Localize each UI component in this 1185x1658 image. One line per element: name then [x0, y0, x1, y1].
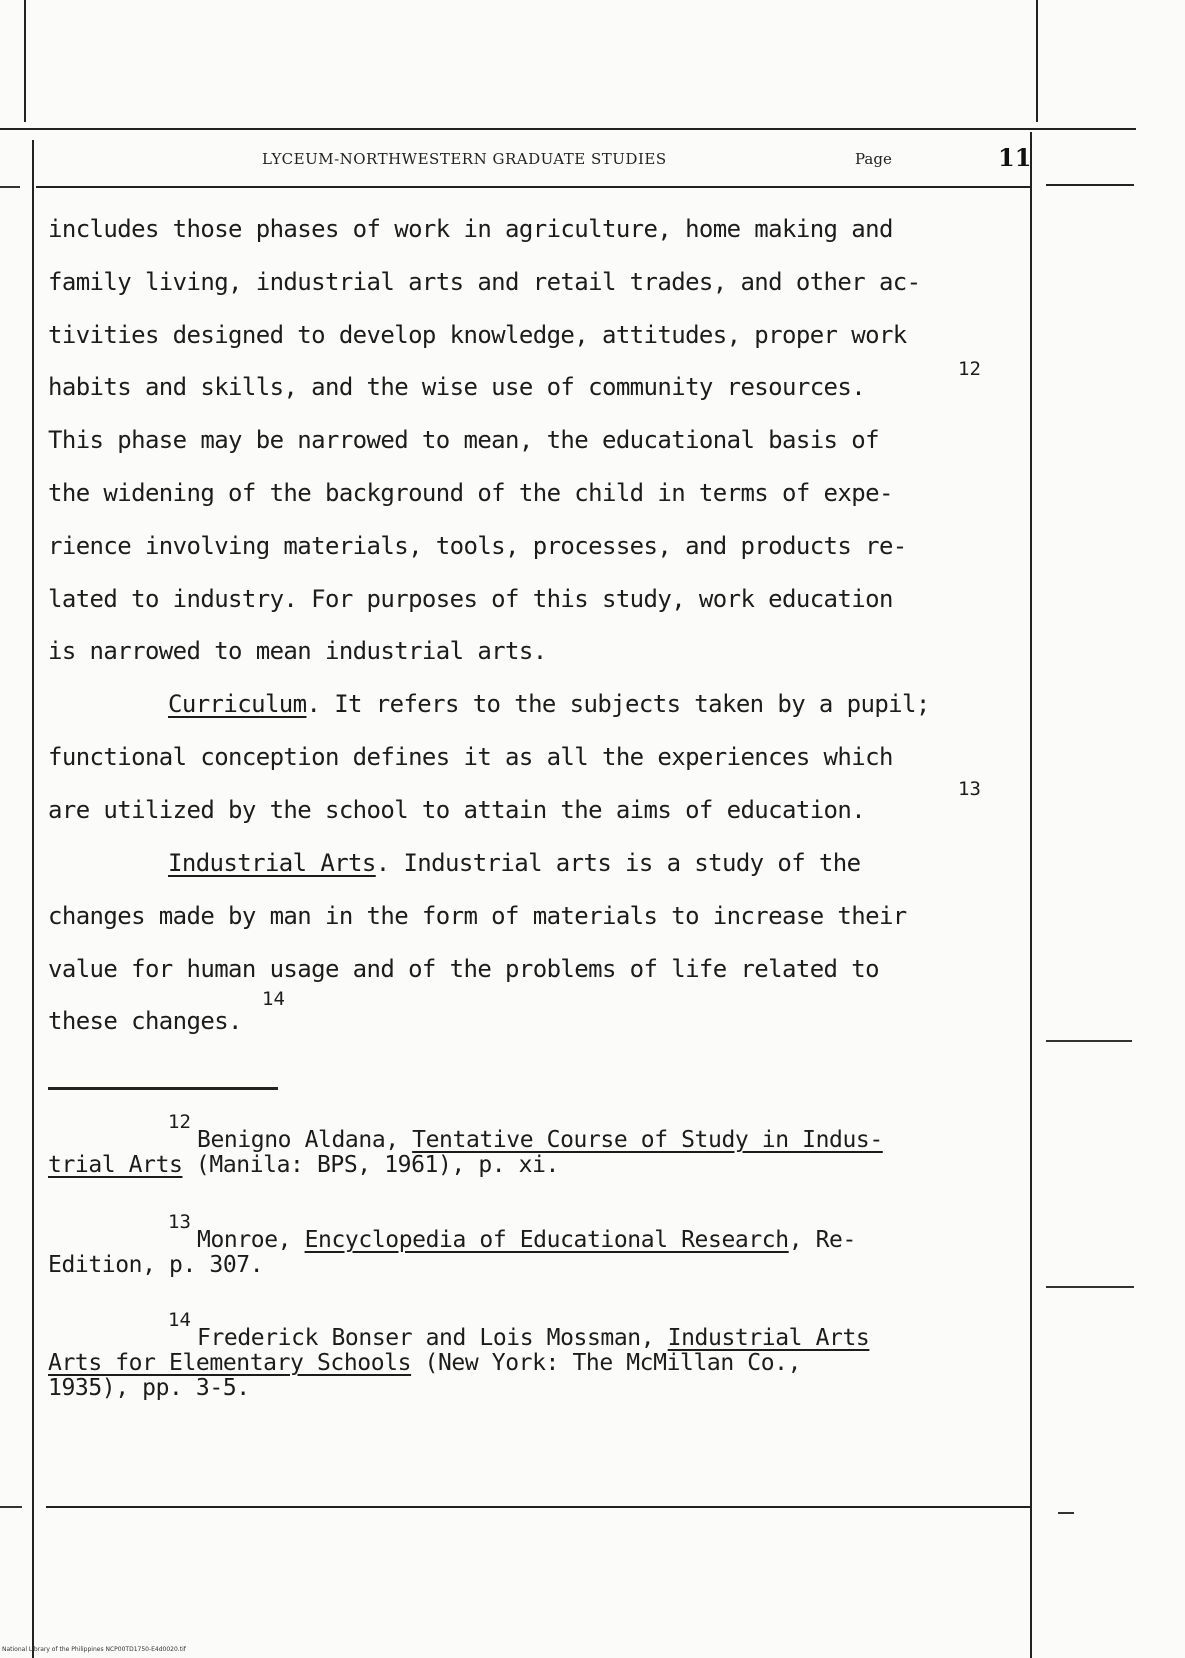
right-margin-tick [1058, 1512, 1074, 1514]
footnote-separator [48, 1087, 278, 1090]
footnote-author: Monroe, [197, 1227, 305, 1253]
footnote-14-line [48, 1351, 801, 1375]
footnote-title: Arts for Elementary Schools [48, 1350, 412, 1376]
industrial-arts-text: . Industrial arts is a study of the [375, 849, 861, 877]
curriculum-line [168, 689, 930, 719]
footnote-title: Tentative Course of Study in Indus- [412, 1127, 883, 1153]
body-line: rience involving materials, tools, processes, and products re- [48, 532, 907, 560]
footnote-ref-12: 12 [958, 358, 981, 380]
footnote-publication: (Manila: BPS, 1961), p. xi. [182, 1152, 560, 1178]
bottom-rule [46, 1506, 1030, 1508]
body-line: tivities designed to develop knowledge, attitudes, proper work [48, 321, 907, 349]
footnote-title: Encyclopedia of Educational Research [304, 1227, 789, 1253]
body-line: habits and skills, and the wise use of community resources. [48, 373, 866, 401]
industrial-arts-line: value for human usage and of the problems of life related to [48, 955, 879, 983]
footnote-13-line: Edition, p. 307. [48, 1252, 264, 1278]
footnote-ref-13: 13 [958, 778, 981, 800]
footnote-publication: (New York: The McMillan Co., [411, 1350, 802, 1376]
industrial-arts-line [168, 848, 860, 878]
footnote-14-line [197, 1326, 869, 1350]
right-margin-tick [1046, 1040, 1132, 1042]
running-header: LYCEUM-NORTHWESTERN GRADUATE STUDIES [262, 150, 667, 168]
footnote-13-line [197, 1228, 856, 1252]
industrial-arts-term: Industrial Arts [168, 849, 376, 877]
header-top-rule [0, 128, 1136, 130]
body-line: the widening of the background of the child in terms of expe- [48, 479, 893, 507]
footnote-title: Industrial Arts [667, 1325, 870, 1351]
footnote-12-line [48, 1153, 559, 1177]
curriculum-term: Curriculum [168, 690, 307, 718]
body-line: This phase may be narrowed to mean, the educational basis of [48, 426, 879, 454]
left-page-border [32, 140, 34, 1658]
curriculum-text: . It refers to the subjects taken by a pupil; [306, 690, 930, 718]
footnote-number: 14 [168, 1309, 191, 1331]
right-page-border [1030, 132, 1032, 1658]
page-label: Page [855, 150, 892, 168]
footnote-14-line: 1935), pp. 3-5. [48, 1375, 250, 1401]
footnote-author: Frederick Bonser and Lois Mossman, [197, 1325, 668, 1351]
right-margin-tick [1046, 1286, 1134, 1288]
body-line: includes those phases of work in agriculture, home making and [48, 215, 893, 243]
right-margin-rule [1046, 184, 1134, 186]
body-line: lated to industry. For purposes of this study, work education [48, 585, 893, 613]
header-bottom-rule [36, 186, 1030, 188]
page-number: 11 [998, 143, 1032, 172]
industrial-arts-line: these changes. [48, 1007, 242, 1035]
footnote-author: Benigno Aldana, [197, 1127, 413, 1153]
curriculum-line: functional conception defines it as all the experiences which [48, 743, 893, 771]
scan-footer: National Library of the Philippines NCP00TD1750-E4d0020.tif [2, 1646, 186, 1653]
left-margin-tick [0, 186, 20, 188]
footnote-publication: , Re- [788, 1227, 856, 1253]
footnote-title: trial Arts [48, 1152, 183, 1178]
footnote-12-line [197, 1128, 883, 1152]
body-line: is narrowed to mean industrial arts. [48, 637, 547, 665]
top-right-border [1036, 0, 1038, 122]
footnote-ref-14: 14 [262, 988, 285, 1010]
industrial-arts-line: changes made by man in the form of materials to increase their [48, 902, 907, 930]
curriculum-line: are utilized by the school to attain the aims of education. [48, 796, 866, 824]
footnote-number: 12 [168, 1111, 191, 1133]
body-line: family living, industrial arts and retail trades, and other ac- [48, 268, 921, 296]
left-margin-tick [0, 1506, 22, 1508]
footnote-number: 13 [168, 1211, 191, 1233]
top-left-border [24, 0, 26, 122]
